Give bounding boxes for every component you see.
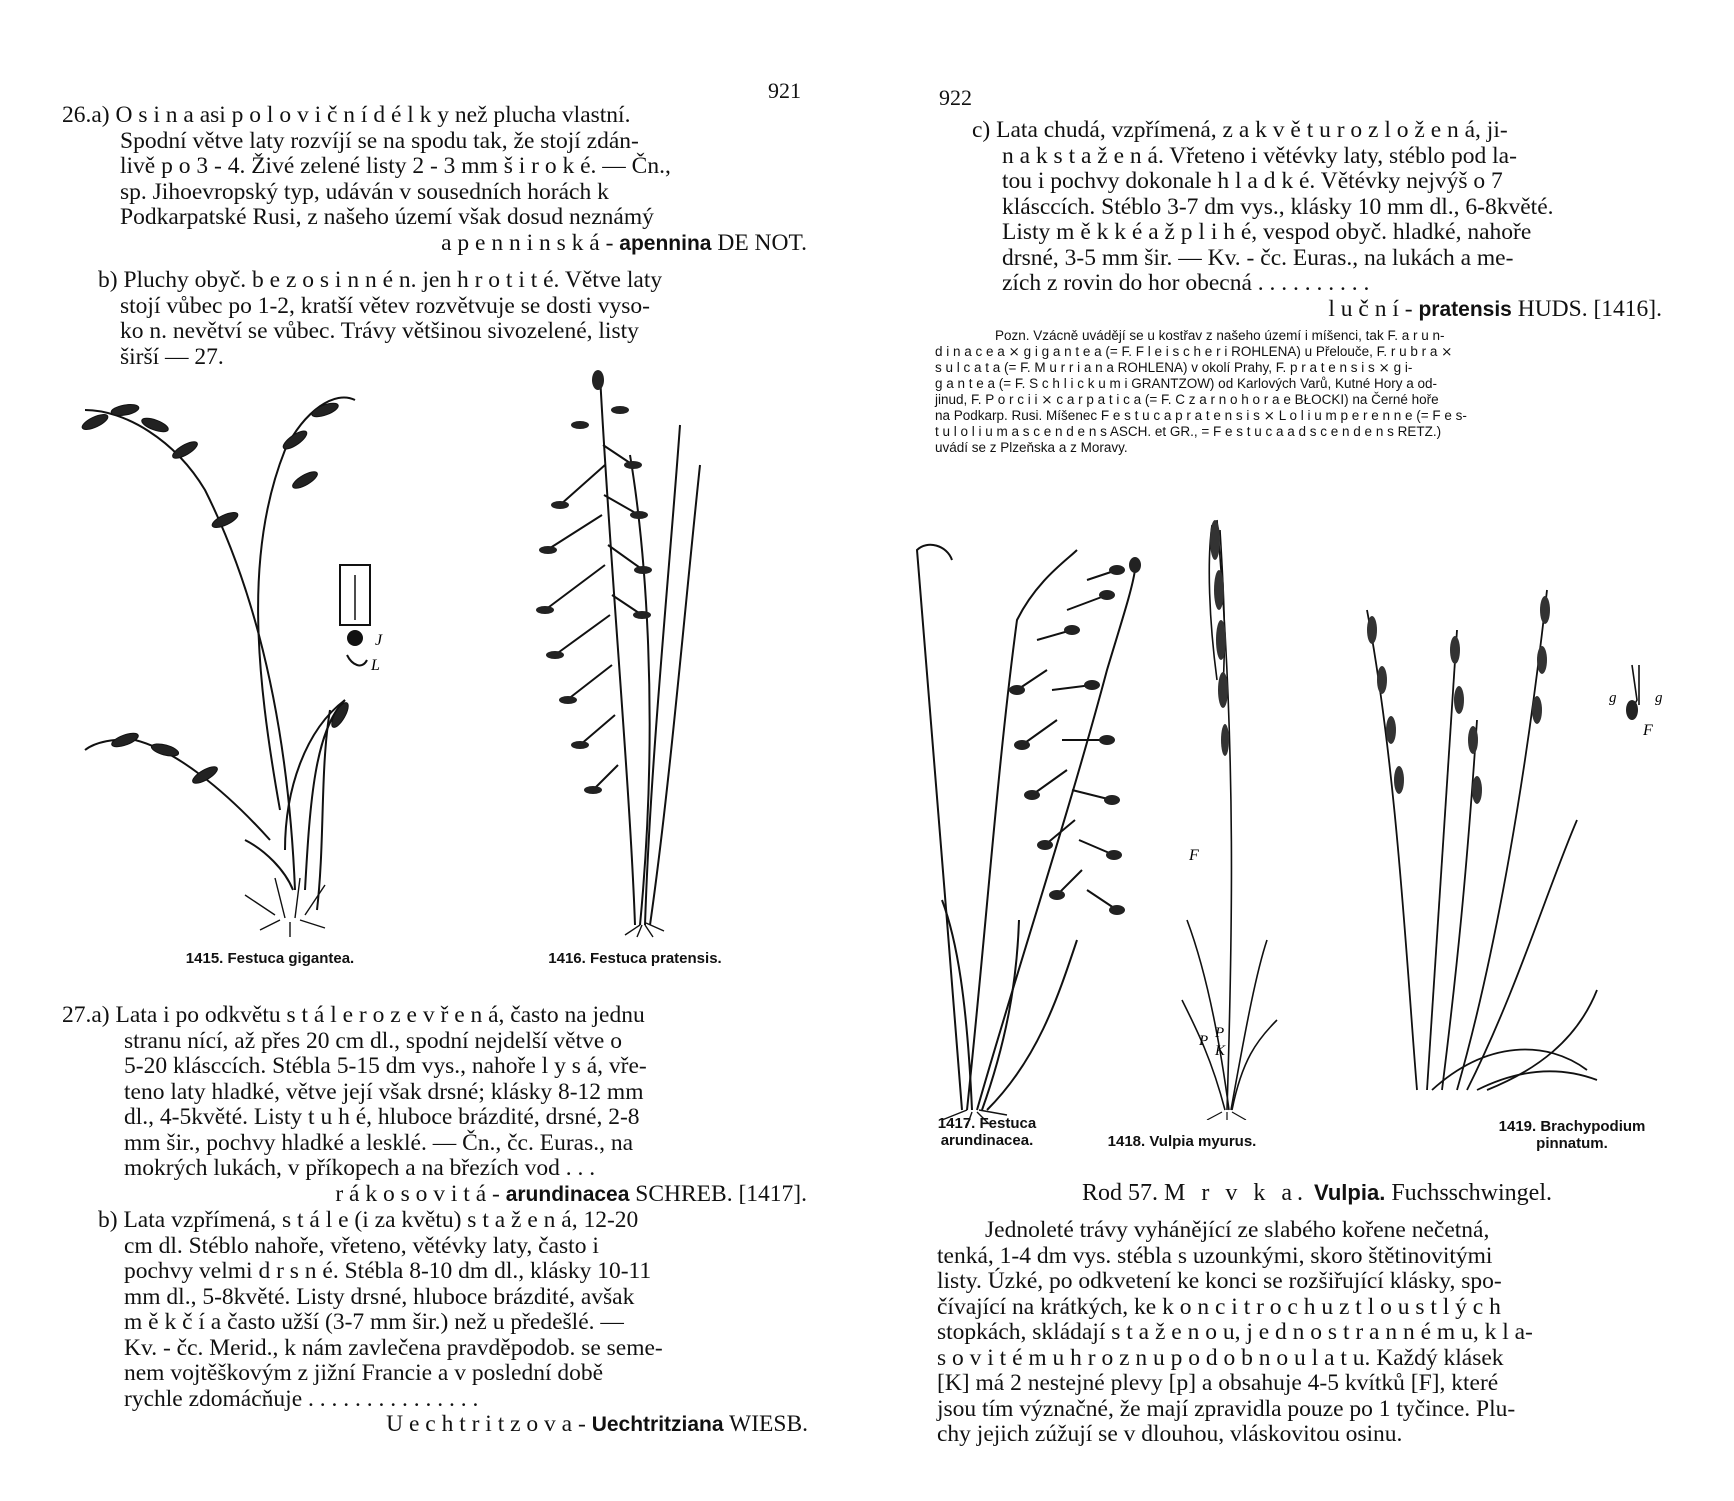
genus-number: Rod 57. — [1082, 1180, 1159, 1206]
text-line: m ě k č í a často užší (3-7 mm šir.) než u předešlé. — — [124, 1309, 624, 1335]
genus-description — [937, 1218, 1667, 1448]
text-line: stranu nící, až přes 20 cm dl., spodní nejdelší větve o — [124, 1027, 622, 1054]
species-name-lat: Uechtritziana — [591, 1413, 724, 1436]
figure-caption-1416: 1416. Festuca pratensis. — [548, 950, 722, 967]
figure-label-f: F — [1643, 722, 1653, 739]
text-line: 5-20 klásccích. Stébla 5-15 dm vys., nahoře l y s á, vře- — [124, 1053, 647, 1079]
text-line: mm šir., pochvy hladké a lesklé. — Čn., čc. Euras., na — [124, 1129, 634, 1156]
text-line: širší — 27. — [120, 343, 224, 370]
figure-caption-1415: 1415. Festuca gigantea. — [185, 950, 355, 967]
text-line: [K] má 2 nestejné plevy [p] a obsahuje 4-5 kvítků [F], které — [937, 1370, 1499, 1396]
text-line: Jednoleté trávy vyhánějící ze slabého kořene nečetná, — [985, 1217, 1490, 1243]
text-line: rychle zdomácňuje . . . . . . . . . . . . . . . — [124, 1385, 479, 1412]
text-line: ko n. nevětví se vůbec. Trávy většinou sivozelené, listy — [120, 318, 639, 344]
figure-label-k: K — [1215, 1043, 1226, 1059]
text-line: b) Lata vzpřímená, s t á l e (i za květu) s t a ž e n á, 12-20 — [98, 1207, 639, 1233]
text-line: zích z rovin do hor obecná . . . . . . . . . . — [1002, 270, 1370, 296]
text-line: sp. Jihoevropský typ, udáván v sousedních horách k — [120, 178, 609, 205]
species-name — [62, 1182, 807, 1208]
note-line: d i n a c e a ⨯ g i g a n t e a (= F. F l e i s c h e r i ROHLENA) u Přelouče, F. r u b r a ⨯ — [935, 344, 1453, 359]
species-name-lat: apennina — [619, 231, 712, 255]
note-line: uvádí se z Plzeňska a z Moravy. — [935, 440, 1128, 455]
text-line: nem vojtěškovým z jižní Francie a v poslední době — [124, 1360, 604, 1386]
species-author: SCHREB. [1417]. — [635, 1180, 807, 1207]
festuca-arundinacea-illustration — [867, 520, 1167, 1130]
note-line: g a n t e a (= F. S c h l i c k u m i GRANTZOW) od Karlových Varů, Kutné Hory a od- — [935, 376, 1438, 391]
vulpia-myurus-illustration — [1157, 500, 1347, 1120]
text-line: klásccích. Stéblo 3-7 dm vys., klásky 10 mm dl., 6-8květé. — [1002, 193, 1554, 220]
key-27a — [62, 1003, 807, 1207]
text-line: dl., 4-5květé. Listy t u h é, hluboce brázdité, drsné, 2-8 — [124, 1104, 640, 1130]
text-line: cm dl. Stéblo nahoře, vřeteno, větévky laty, často i — [124, 1232, 599, 1259]
text-line: s o v i t é m u h r o z n u p o d o b n o u l a t u. Každý klásek — [937, 1344, 1504, 1371]
text-line: b) Pluchy obyč. b e z o s i n n é n. jen h r o t i t é. Větve laty — [98, 267, 663, 293]
page-number: 922 — [939, 85, 972, 110]
species-author: WIESB. — [729, 1411, 808, 1437]
species-name-cz: r á k o s o v i t á - — [335, 1180, 500, 1207]
note-line: Pozn. Vzácně uvádějí se u kostřav z našeho území i míšenci, tak F. a r u n- — [995, 328, 1445, 343]
key-c — [972, 118, 1662, 322]
text-line: drsné, 3-5 mm šir. — Kv. - čc. Euras., na lukách a me- — [1002, 244, 1514, 271]
species-name — [972, 297, 1662, 323]
species-name-cz: l u č n í - — [1328, 295, 1413, 322]
caption-line: arundinacea. — [940, 1132, 1034, 1149]
species-name-cz: a p e n n i n s k á - — [441, 229, 614, 256]
right-page — [867, 0, 1734, 1501]
text-line: chy jejich zúžují se v dlouhou, vláskovitou osinu. — [937, 1421, 1403, 1447]
text-line: 26.a) O s i n a asi p o l o v i č n í d é l k y než plucha vlastní. — [62, 102, 631, 128]
festuca-pratensis-illustration — [500, 365, 770, 940]
text-line: Kv. - čc. Merid., k nám zavlečena pravděpodob. se seme- — [124, 1334, 663, 1361]
text-line: Listy m ě k k é a ž p l i h é, vespod obyč. hladké, nahoře — [1002, 219, 1532, 245]
text-line: stojí vůbec po 1-2, kratší větev rozvětvuje se dosti vyso- — [120, 292, 650, 319]
text-line: Podkarpatské Rusi, z našeho území však dosud neznámý — [120, 204, 654, 230]
species-author: DE NOT. — [717, 229, 807, 256]
species-name — [98, 1412, 808, 1438]
figure-label-f: F — [1189, 847, 1199, 864]
note-block — [935, 328, 1675, 456]
figure-caption-1418: 1418. Vulpia myurus. — [1107, 1133, 1257, 1150]
text-line: stopkách, skládají s t a ž e n o u, j e d n o s t r a n n é m u, k l a- — [937, 1319, 1533, 1345]
species-author: HUDS. [1416]. — [1517, 295, 1662, 322]
figure-label-j: J — [375, 632, 383, 649]
genus-name-de: Fuchsschwingel. — [1391, 1180, 1552, 1206]
species-name-lat: pratensis — [1418, 297, 1512, 321]
figure-label-g: g — [1609, 690, 1617, 706]
text-line: teno laty hladké, větve její však drsné; klásky 8-12 mm — [124, 1078, 644, 1105]
text-line: listy. Úzké, po odkvetení ke konci se rozšiřující klásky, spo- — [937, 1268, 1502, 1294]
text-line: n a k s t a ž e n á. Vřeteno i větévky laty, stéblo pod la- — [1002, 142, 1517, 169]
genus-heading — [972, 1180, 1662, 1207]
festuca-gigantea-illustration — [55, 370, 455, 940]
text-line: Spodní větve laty rozvíjí se na spodu tak, že stojí zdán- — [120, 127, 639, 154]
text-line: mm dl., 5-8květé. Listy drsné, hluboce brázdité, avšak — [124, 1283, 635, 1310]
note-line: s u l c a t a (= F. M u r r i a n a ROHLENA) v okolí Prahy, F. p r a t e n s i s ⨯ g i- — [935, 360, 1413, 375]
figure-label-p: P — [1199, 1033, 1209, 1049]
figure-caption-1419 — [1472, 1118, 1672, 1152]
species-name-lat: arundinacea — [505, 1182, 630, 1206]
text-line: livě p o 3 - 4. Živé zelené listy 2 - 3 mm š i r o k é. — Čn., — [120, 153, 671, 179]
caption-line: 1417. Festuca — [937, 1115, 1037, 1132]
figure-label-l: L — [371, 657, 380, 674]
text-line: tenká, 1-4 dm vys. stébla s uzounkými, skoro štětinovitými — [937, 1242, 1493, 1269]
note-line: t u l o l i u m a s c e n d e n s ASCH. et GR., = F e s t u c a a d s c e n d e n s RETZ.) — [935, 424, 1442, 439]
species-name — [62, 231, 807, 257]
text-line: 27.a) Lata i po odkvětu s t á l e r o z e v ř e n á, často na jednu — [62, 1002, 645, 1028]
figure-caption-1417 — [907, 1115, 1067, 1149]
text-line: tou i pochvy dokonale h l a d k é. Větévky nejvýš o 7 — [1002, 168, 1503, 194]
figure-label-p: P — [1215, 1025, 1225, 1041]
brachypodium-pinnatum-illustration — [1347, 570, 1677, 1110]
genus-name-cz: M r v k a. — [1164, 1180, 1309, 1206]
figure-label-g: g — [1655, 690, 1663, 706]
species-name-cz: U e c h t r i t z o v a - — [386, 1411, 586, 1437]
note-line: na Podkarp. Rusi. Míšenec F e s t u c a p r a t e n s i s ⨯ L o l i u m p e r e n n e (= F e s- — [935, 408, 1467, 423]
genus-name-lat: Vulpia. — [1314, 1180, 1386, 1205]
page-number: 921 — [768, 78, 801, 103]
key-27b — [98, 1208, 808, 1438]
text-line: mokrých lukách, v příkopech a na březích vod . . . — [124, 1155, 596, 1181]
text-line: čívající na krátkých, ke k o n c i t r o c h u z t l o u s t l ý c h — [937, 1293, 1501, 1320]
caption-line: 1419. Brachypodium — [1498, 1118, 1646, 1135]
caption-line: pinnatum. — [1536, 1135, 1608, 1152]
text-line: jsou tím význačné, že mají zpravidla pouze po 1 tyčince. Plu- — [937, 1395, 1516, 1422]
key-26b — [98, 268, 808, 370]
note-line: jinud, F. P o r c i i ⨯ c a r p a t i c a (= F. C z a r n o h o r a e BŁOCKI) na Černé hoře — [935, 392, 1439, 407]
key-26a — [62, 103, 807, 256]
text-line: c) Lata chudá, vzpřímená, z a k v ě t u r o z l o ž e n á, ji- — [972, 117, 1508, 143]
text-line: pochvy velmi d r s n é. Stébla 8-10 dm dl., klásky 10-11 — [124, 1258, 652, 1284]
